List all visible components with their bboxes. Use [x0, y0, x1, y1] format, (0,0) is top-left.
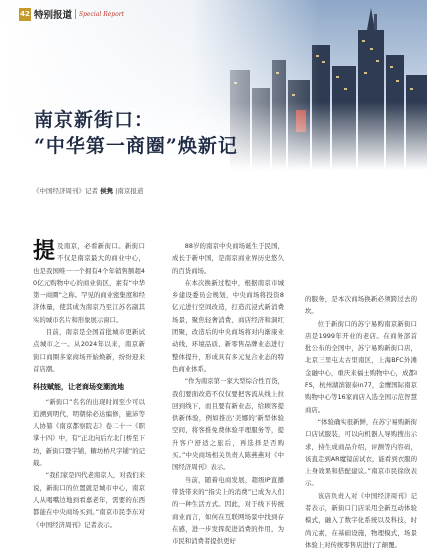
article-title	[34, 107, 238, 159]
paragraph: 该店负责人对《中国经济周刊》记者表示，新街口门店采用全新互动体验模式，融入了数字化系统以及科技，时尚元素，在基础设施，物理模式，场景体验上对传统零售店进行了颠覆。	[305, 491, 417, 549]
paragraph: “新街口”名名的出现时间至少可以追溯到明代，明朝徐必达编修，施沛等人协纂《南京都察院志》卷二十一《职掌十四》中，有“正北向后左北门桥至下坊，新街口暨字铺，糖坊桥尺字铺”的记载。	[33, 397, 145, 468]
paragraph: 位于新街口的苏宁易购南京新街口店是1999年开业的老店。在商务部首批公布的全国中，苏宁易购新街口店，北京三里屯太古里南区，上海BFC外滩金融中心，重庆来福士购物中心，成都IFS，杭州湖滨银泰in77，金鹰国际南京购物中心等16家商店入选全国示范智慧商店。	[305, 319, 417, 414]
section-title: 特别报道	[34, 10, 73, 21]
drop-cap: 提	[33, 239, 56, 264]
byline-prefix: 《中国经济周刊》记者	[33, 187, 98, 195]
paragraph: 的服务，是本次商场换新必须跨过去的坎。	[305, 295, 417, 316]
paragraph: 目前，南京是全国首批城市更新试点城市之一。从2024年以来，南京新街口商圈多家商场开始焕新，纷纷迎来首店潮。	[33, 328, 145, 373]
byline	[33, 186, 143, 195]
paragraph: 在本次换新过程中，根据南京市城乡建设委员会规划，中央商场将投资8亿元进行空间改造，打造沉浸式新消费场景，聚焦轻奢消费、商店经济和洞红团聚，改造后的中央商场将对内渐康业动线、环境品质、新零售品牌业态进行整体提升，形成具有多元复合业态的特色商业体系。	[172, 278, 284, 373]
article-column-2	[172, 240, 284, 547]
title-line-2: “中华第一商圈”焕新记	[34, 135, 238, 157]
article-column-3	[305, 293, 417, 551]
article-column-1	[33, 240, 145, 531]
paragraph: “体验确实很新鲜，在苏宁易购新街口店试服装，可以向机器人导购搜出示求，持生成商品介绍，评测等内容码，该直走到AR魔镜前试衣，能看到衣服的上身效果和搭配建议。”南京市民徐欣表示。	[305, 417, 417, 488]
paragraph: 提及南京，必看新街口。新街口不仅是南京最大的商业中心，也是我国唯一一个拥有4个年销售额超40亿元购物中心的商业街区，素有“中华第一商圈”之称。罕见的商业密集度和经济体量，使其成为南京乃至江苏名副其实的城市名片和形象展示窗口。	[33, 239, 145, 324]
paragraph: 当前，随着电商发展，超级IP直播带货带来的“指尖上的消费”已成为人们的一种生活方式。因此，对于线下传统商业而言，如何在互联网场景中找到存在感，进一步发挥促进消费的作用，为市民和消费者提供更好	[172, 475, 284, 546]
byline-suffix: |南京报道	[115, 187, 144, 195]
section-divider	[75, 9, 76, 19]
paragraph: “作为南京第一家大型综合性百货，我们要面改造不仅仅要把客流从线上拉回到线下，而且要有新业态，给顾客提供新体验，例如推出‘美娜的’新型体验空间，将客推免费体验平理服务等，提升客户舒适之旅后，再选择是否购买。”中央商场相关负责人陈燕燕对《中国经济周刊》表示。	[172, 377, 284, 472]
paragraph: “我们家是四代老南京人，对我们来说，新街口的位置就是城市中心，南京人从喝嘴边地到看嘉老年，需要的东西都能在中央商场买到。”南京市民李东对《中国经济周刊》记者表示。	[33, 471, 145, 529]
section-title-en: Special Report	[79, 10, 125, 18]
paragraph: 88岁的南京中央商场诞生于民国，成长于新中国，是南京商业界历史悠久的百货商场。	[172, 242, 284, 275]
page-header	[0, 0, 427, 28]
byline-author: 侯隽	[100, 187, 114, 195]
title-line-1: 南京新街口：	[34, 109, 155, 131]
page-number: 42	[19, 8, 31, 21]
subheading: 科技赋能，让老商场变潮流地	[33, 383, 124, 392]
